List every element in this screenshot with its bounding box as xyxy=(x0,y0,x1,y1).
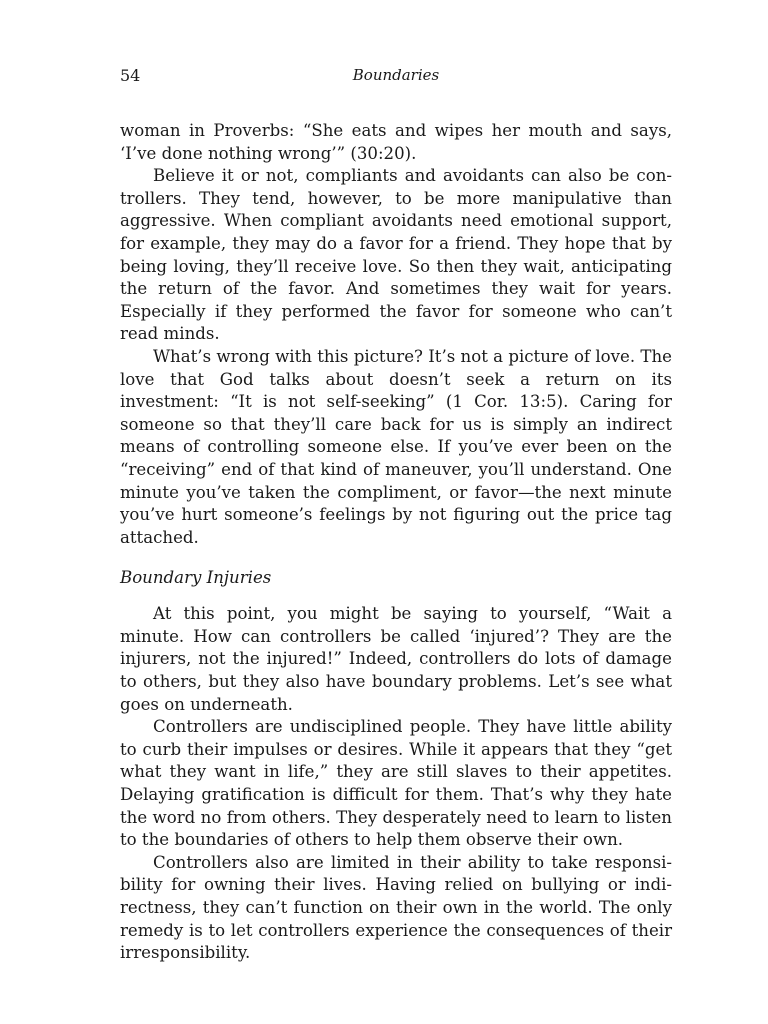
paragraph-responsibility: Controllers also are limited in their ability to take responsibility for owning their lives. Having relied on bullying or indirectness, they can’t function on their own in the world. The only remedy is to let controllers experience the consequences of their irresponsibility. xyxy=(120,852,672,963)
running-head xyxy=(120,66,672,90)
paragraph-injured-controllers: At this point, you might be saying to yourself, “Wait a minute. How can controllers be called ‘injured’? They are the injurers, not the injured!” Indeed, controllers do lots of damage to others, but they also have boundary problems. Let’s see what goes on underneath. xyxy=(120,604,672,714)
paragraph-picture-of-love: What’s wrong with this picture? It’s not a picture of love. The love that God talks about doesn’t seek a return on its investment: “It is not self-seeking” (1 Cor. 13:5). Caring for someone so that they’ll care back for us is simply an indirect means of controlling someone else. If you’ve ever been on the “receiving” end of that kind of maneuver, you’ll understand. One minute you’ve taken the compliment, or favor—the next minute you’ve hurt someone’s feelings by not figuring out the price tag attached. xyxy=(120,346,672,547)
running-title: Boundaries xyxy=(352,66,440,84)
body-text xyxy=(120,120,672,965)
book-page xyxy=(120,66,672,965)
section-heading: Boundary Injuries xyxy=(120,568,272,588)
paragraph-continued: woman in Proverbs: “She eats and wipes her mouth and says, ‘I’ve done nothing wrong’” (30:20). xyxy=(120,121,672,163)
page-number: 54 xyxy=(120,66,141,85)
paragraph-undisciplined: Controllers are undisciplined people. They have little ability to curb their impulses or desires. While it appears that they “get what they want in life,” they are still slaves to their appetites. Delaying gratification is difficult for them. That’s why they hate the word no from others. They desperately need to learn to listen to the boundaries of others to help them observe their own. xyxy=(120,717,672,850)
paragraph-controllers-compliants: Believe it or not, compliants and avoidants can also be controllers. They tend, however, to be more manipulative than aggressive. When compliant avoidants need emotional support, for example, they may do a favor for a friend. They hope that by being loving, they’ll receive love. So then they wait, anticipating the return of the favor. And sometimes they wait for years. Especially if they performed the favor for someone who can’t read minds. xyxy=(120,166,672,344)
